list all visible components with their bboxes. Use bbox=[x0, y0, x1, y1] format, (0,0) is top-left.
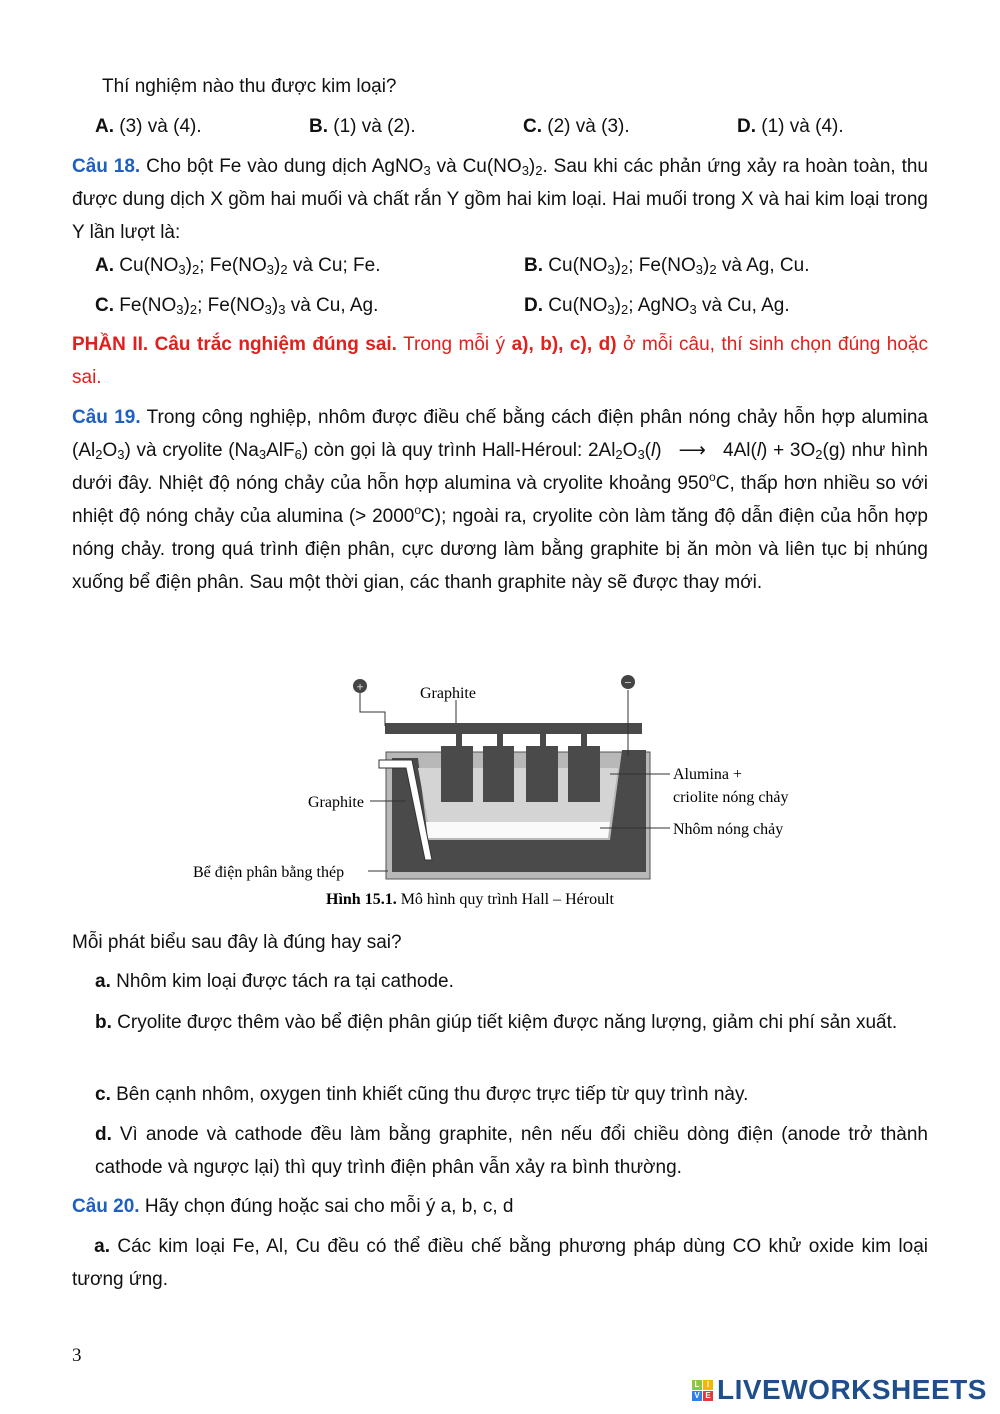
text-run: Cu(NO bbox=[543, 255, 608, 276]
text-run: (3) và (4). bbox=[114, 116, 202, 137]
text-run: ở mỗi câu, thí sinh chọn đúng hoặc sai. bbox=[72, 334, 928, 388]
text-run: o bbox=[414, 503, 422, 517]
text-run: B. bbox=[524, 255, 543, 276]
caption-number: Hình 15.1. bbox=[326, 891, 397, 908]
text-run: a. bbox=[95, 971, 111, 992]
label-alumina: Alumina + bbox=[673, 766, 743, 783]
text-run: b. bbox=[95, 1012, 112, 1033]
text-run: 3 bbox=[264, 302, 272, 317]
text-run: (1) và (2). bbox=[328, 116, 416, 137]
text-run: 2 bbox=[189, 302, 198, 317]
logo-text: LIVEWORKSHEETS bbox=[717, 1374, 987, 1405]
text-run: C. bbox=[95, 295, 114, 316]
text-run: l bbox=[651, 440, 656, 461]
logo-letter: L bbox=[692, 1380, 702, 1390]
text-run: Cu(NO bbox=[114, 255, 179, 276]
text-run: ( bbox=[644, 440, 651, 461]
q17-stem bbox=[102, 70, 922, 103]
text-run: Vì anode và cathode đều làm bằng graphite, nên nếu đổi chiều dòng điện (anode trở thành cathode và ngược lại) thì quy trình điện phân vẫn xảy ra bình thường. bbox=[95, 1124, 928, 1178]
q20-stem bbox=[72, 1190, 928, 1223]
text-run: ; Fe(NO bbox=[199, 255, 267, 276]
text-run: C. bbox=[523, 116, 542, 137]
q17-option-c[interactable] bbox=[523, 110, 737, 143]
reaction-arrow: ⟶ bbox=[678, 440, 706, 461]
text-run: ) bbox=[703, 255, 710, 276]
text-run: ) bbox=[183, 295, 190, 316]
text-run: ) và cryolite (Na bbox=[124, 440, 259, 461]
caption-text: Mô hình quy trình Hall – Héroult bbox=[396, 891, 614, 908]
text-run: 3 bbox=[521, 163, 529, 178]
text-run: 3 bbox=[278, 302, 286, 317]
q17-option-b[interactable] bbox=[309, 110, 523, 143]
q19-item-c[interactable] bbox=[72, 1078, 928, 1111]
logo-letter: I bbox=[703, 1380, 713, 1390]
text-run: 2 bbox=[709, 262, 717, 277]
text-run: 2 bbox=[815, 447, 823, 462]
text-run: 3 bbox=[689, 302, 697, 317]
text-run: B. bbox=[309, 116, 328, 137]
text-run: a), b), c), d) bbox=[511, 334, 617, 355]
text-run: và Ag, Cu. bbox=[716, 255, 810, 276]
hall-heroult-figure bbox=[0, 660, 1000, 920]
text-run: 2 bbox=[280, 262, 288, 277]
text-run: C, thấp hơn nhiều so với nhiệt độ nóng chảy của alumina (> 2000 bbox=[72, 473, 929, 527]
page-number: 3 bbox=[72, 1345, 82, 1366]
text-run: 2 bbox=[620, 262, 629, 277]
text-run: và Cu; Fe. bbox=[287, 255, 381, 276]
text-run: 3 bbox=[117, 447, 125, 462]
text-run: 2 bbox=[615, 447, 623, 462]
text-run: AlF bbox=[266, 440, 295, 461]
q19-item-b[interactable] bbox=[72, 1006, 928, 1039]
text-run: A. bbox=[95, 255, 114, 276]
text-run: 4Al( bbox=[717, 440, 757, 461]
q18-option-b[interactable] bbox=[524, 249, 953, 282]
q19-prompt bbox=[72, 926, 928, 959]
q20-item-a[interactable] bbox=[72, 1230, 934, 1296]
text-run: 3 bbox=[266, 262, 274, 277]
text-run: ) bbox=[614, 295, 621, 316]
text-run: ; Fe(NO bbox=[197, 295, 265, 316]
text-run: Cho bột Fe vào dung dịch AgNO bbox=[140, 156, 424, 177]
label-graphite-left: Graphite bbox=[308, 794, 364, 811]
text-run: ) bbox=[614, 255, 621, 276]
text-run: D. bbox=[524, 295, 543, 316]
text-run: ; Fe(NO bbox=[628, 255, 696, 276]
text-run: O bbox=[622, 440, 638, 461]
text-run: ) bbox=[655, 440, 668, 461]
text-run: (2) và (3). bbox=[542, 116, 630, 137]
text-run: l bbox=[756, 440, 762, 461]
q17-option-a[interactable] bbox=[95, 110, 309, 143]
text-run: (g) như hình dưới đây. Nhiệt độ nóng chảy của hỗn hợp alumina và cryolite khoảng 950 bbox=[72, 440, 928, 494]
text-run: ) bbox=[274, 255, 281, 276]
text-run: và Cu, Ag. bbox=[696, 295, 790, 316]
text-run: D. bbox=[737, 116, 756, 137]
text-run: 3 bbox=[178, 262, 186, 277]
text-run: Nhôm kim loại được tách ra tại cathode. bbox=[110, 971, 454, 992]
liveworksheets-logo bbox=[692, 1374, 987, 1406]
text-run: 2 bbox=[535, 163, 543, 178]
text-run: ) + 3O bbox=[761, 440, 816, 461]
text-run: Mỗi phát biểu sau đây là đúng hay sai? bbox=[72, 932, 402, 953]
q19-item-a[interactable] bbox=[72, 965, 928, 998]
q18-option-c[interactable] bbox=[95, 289, 524, 322]
text-run: Các kim loại Fe, Al, Cu đều có thể điều chế bằng phương pháp dùng CO khử oxide kim loại tương ứng. bbox=[72, 1236, 934, 1290]
text-run: Bên cạnh nhôm, oxygen tinh khiết cũng thu được trực tiếp từ quy trình này. bbox=[110, 1084, 749, 1105]
text-run: C); ngoài ra, cryolite còn làm tăng độ dẫn điện của hỗn hợp nóng chảy. trong quá trình điện phân, cực dương làm bằng graphite bị ăn mòn và liên tục bị nhúng xuống bể điện phân. Sau một thời gian, các thanh graphite này sẽ được thay mới. bbox=[72, 506, 928, 593]
label-steel-tank: Bể điện phân bằng thép bbox=[193, 864, 345, 881]
positive-wire bbox=[360, 693, 385, 726]
text-run: 3 bbox=[695, 262, 703, 277]
text-run: 3 bbox=[607, 302, 615, 317]
text-run: PHẦN II. Câu trắc nghiệm đúng sai. bbox=[72, 334, 397, 355]
text-run: d. bbox=[95, 1124, 112, 1145]
text-run: 3 bbox=[423, 163, 431, 178]
text-run: O bbox=[102, 440, 118, 461]
minus-sign: − bbox=[624, 675, 632, 690]
text-run: o bbox=[709, 470, 716, 484]
label-graphite-top: Graphite bbox=[420, 685, 476, 702]
logo-letter: V bbox=[692, 1391, 702, 1401]
text-run: ) bbox=[271, 295, 279, 316]
q17-options bbox=[95, 110, 955, 143]
q19-stem bbox=[72, 401, 928, 599]
text-run: Câu 18. bbox=[72, 156, 141, 177]
text-run: 3 bbox=[258, 447, 267, 462]
q18-option-d[interactable] bbox=[524, 289, 953, 322]
text-run: Cu(NO bbox=[543, 295, 608, 316]
label-criolite: criolite nóng chảy bbox=[673, 789, 789, 806]
logo-letter: E bbox=[703, 1391, 713, 1401]
text-run: ) bbox=[185, 255, 192, 276]
q18-option-a[interactable] bbox=[95, 249, 524, 282]
q18-stem bbox=[72, 150, 928, 249]
figure-caption bbox=[326, 891, 615, 908]
text-run: Thí nghiệm nào thu được kim loại? bbox=[102, 76, 397, 97]
text-run: Cryolite được thêm vào bể điện phân giúp tiết kiệm được năng lượng, giảm chi phí sản xuất. bbox=[111, 1012, 898, 1033]
text-run: 3 bbox=[607, 262, 615, 277]
text-run: Câu 20. bbox=[72, 1196, 140, 1217]
text-run: Trong mỗi ý bbox=[396, 334, 512, 355]
text-run: (1) và (4). bbox=[756, 116, 844, 137]
text-run: Fe(NO bbox=[114, 295, 177, 316]
text-run: c. bbox=[95, 1084, 111, 1105]
text-run: và Cu, Ag. bbox=[285, 295, 379, 316]
text-run: 2 bbox=[620, 302, 629, 317]
q19-item-d[interactable] bbox=[72, 1118, 928, 1184]
text-run: 3 bbox=[637, 447, 645, 462]
q18-options-2 bbox=[95, 289, 955, 322]
part2-heading bbox=[72, 328, 928, 394]
q17-option-d[interactable] bbox=[737, 110, 951, 143]
text-run: Trong công nghiệp, nhôm được điều chế bằng cách điện phân nóng chảy hỗn hợp alumina (Al bbox=[72, 407, 928, 461]
text-run: 2 bbox=[95, 447, 103, 462]
text-run: a. bbox=[72, 1236, 110, 1257]
text-run: A. bbox=[95, 116, 114, 137]
text-run: 2 bbox=[191, 262, 200, 277]
text-run: Hãy chọn đúng hoặc sai cho mỗi ý a, b, c, d bbox=[139, 1196, 514, 1217]
text-run: Câu 19. bbox=[72, 407, 141, 428]
text-run: và Cu(NO bbox=[430, 156, 522, 177]
text-run: ) còn gọi là quy trình Hall-Héroul: 2Al bbox=[301, 440, 616, 461]
q18-options bbox=[95, 249, 955, 282]
plus-sign: + bbox=[356, 679, 364, 694]
text-run: ) bbox=[528, 156, 536, 177]
label-molten-aluminium: Nhôm nóng chảy bbox=[673, 821, 784, 838]
text-run: 3 bbox=[176, 302, 184, 317]
text-run: 6 bbox=[294, 447, 302, 462]
text-run: ; AgNO bbox=[628, 295, 690, 316]
text-run: . Sau khi các phản ứng xảy ra hoàn toàn, thu được dung dịch X gồm hai muối và chất rắn Y gồm hai kim loại. Hai muối trong X và hai kim loại trong Y lần lượt là: bbox=[72, 156, 928, 243]
logo-squares-icon bbox=[692, 1380, 713, 1401]
